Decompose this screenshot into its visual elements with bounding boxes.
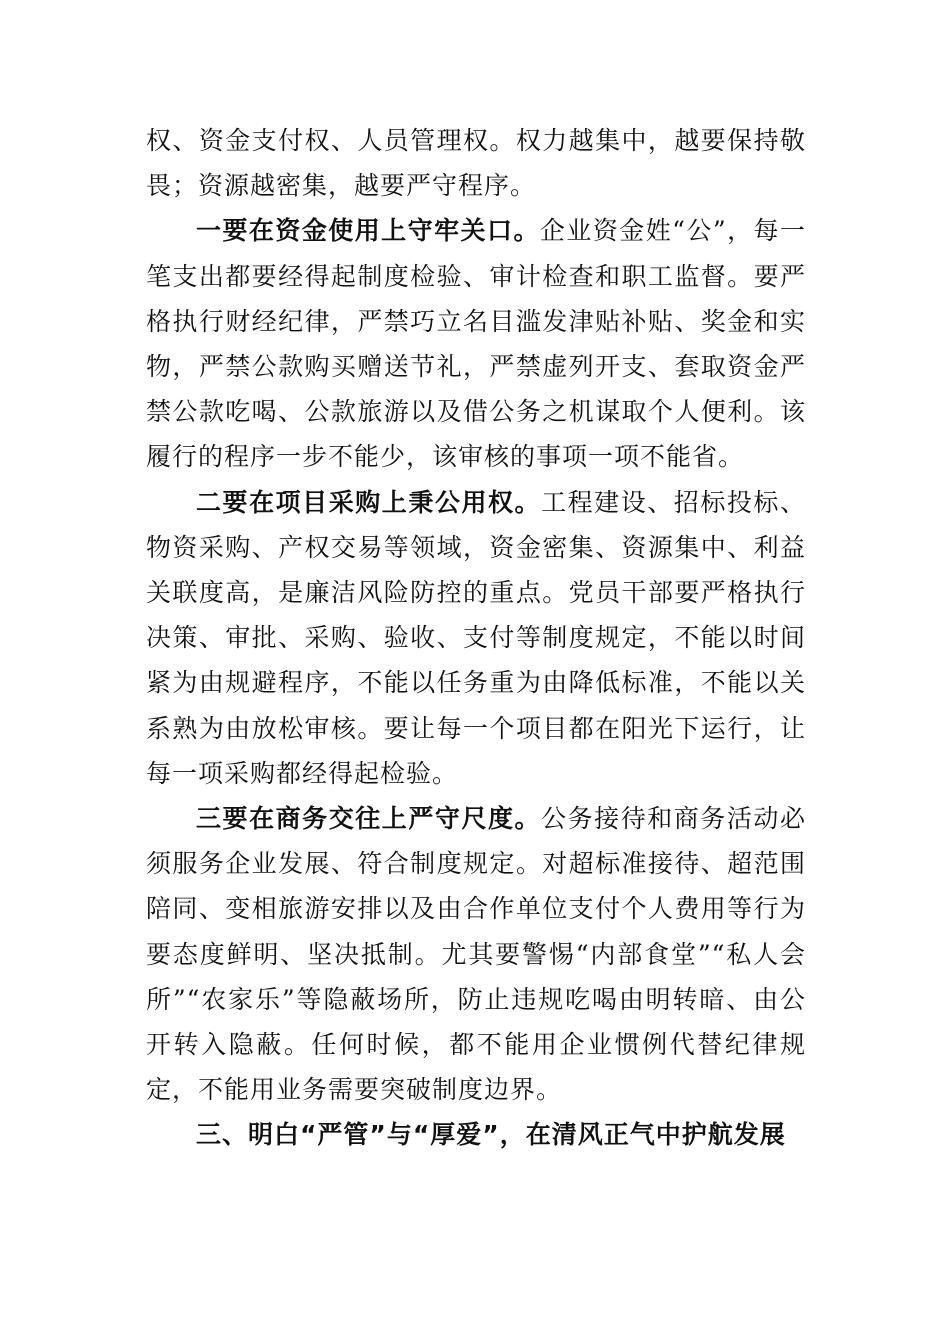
paragraph-funds-usage <box>146 208 806 479</box>
document-body <box>146 118 806 1158</box>
paragraph-lead: 一要在资金使用上守牢关口。 <box>196 216 540 246</box>
paragraph-text: 企业资金姓“公”，每一笔支出都要经得起制度检验、审计检查和职工监督。要严格执行财经纪律，严禁巧立名目滥发津贴补贴、奖金和实物，严禁公款购买赠送节礼，严禁虚列开支、套取资金严禁公款吃喝、公款旅游以及借公务之机谋取个人便利。该履行的程序一步不能少，该审核的事项一项不能省。 <box>146 216 806 472</box>
paragraph-lead: 二要在项目采购上秉公用权。 <box>196 487 542 517</box>
paragraph-text: 权、资金支付权、人员管理权。权力越集中，越要保持敬畏；资源越密集，越要严守程序。 <box>146 126 806 201</box>
paragraph-business-dealings <box>146 796 806 1112</box>
paragraph-procurement <box>146 480 806 796</box>
paragraph-text: 工程建设、招标投标、物资采购、产权交易等领域，资金密集、资源集中、利益关联度高，是廉洁风险防控的重点。党员干部要严格执行决策、审批、采购、验收、支付等制度规定，不能以时间紧为由规避程序，不能以任务重为由降低标准，不能以关系熟为由放松审核。要让每一个项目都在阳光下运行，让每一项采购都经得起检验。 <box>146 487 806 788</box>
paragraph-lead: 三要在商务交往上严守尺度。 <box>196 804 542 834</box>
paragraph-text: 公务接待和商务活动必须服务企业发展、符合制度规定。对超标准接待、超范围陪同、变相旅游安排以及由合作单位支付个人费用等行为要态度鲜明、坚决抵制。尤其要警惕“内部食堂”“私人会所”“农家乐”等隐蔽场所，防止违规吃喝由明转暗、由公开转入隐蔽。任何时候，都不能用企业惯例代替纪律规定，不能用业务需要突破制度边界。 <box>146 804 806 1105</box>
section-heading: 三、明白“严管”与“厚爱”，在清风正气中护航发展 <box>196 1120 786 1150</box>
paragraph-continued <box>146 118 806 208</box>
